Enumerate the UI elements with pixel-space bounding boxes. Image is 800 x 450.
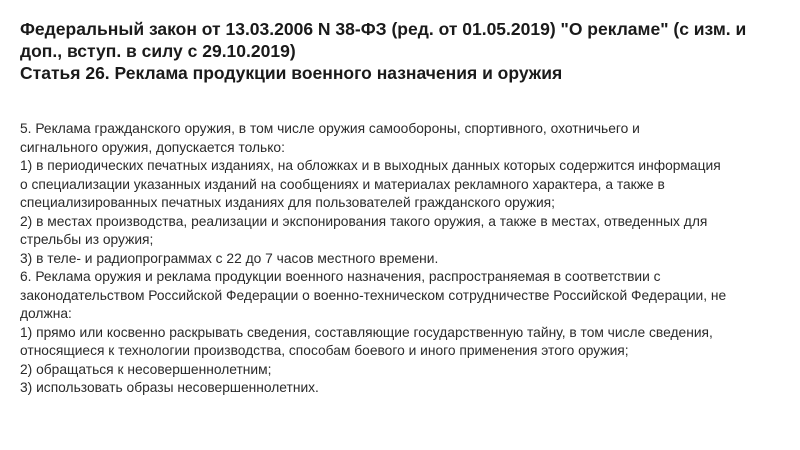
paragraph-line: 3) использовать образы несовершеннолетних. bbox=[20, 380, 319, 395]
title-line: доп., вступ. в силу с 29.10.2019) bbox=[20, 41, 296, 61]
paragraph-line: 1) в периодических печатных изданиях, на обложках и в выходных данных которых содержится информация bbox=[20, 158, 721, 173]
paragraph-line: 2) обращаться к несовершеннолетним; bbox=[20, 361, 272, 377]
document-title bbox=[20, 18, 784, 84]
paragraph-line: сигнального оружия, допускается только: bbox=[20, 139, 285, 155]
paragraph-line: законодательством Российской Федерации о военно-техническом сотрудничестве Российской Федерации, не bbox=[20, 287, 727, 303]
paragraph-line: стрельбы из оружия; bbox=[20, 232, 154, 247]
paragraph-line: 1) прямо или косвенно раскрывать сведения, составляющие государственную тайну, в том числе сведения, bbox=[20, 324, 713, 340]
paragraph-line: 2) в местах производства, реализации и экспонирования такого оружия, а также в местах, отведенных для bbox=[20, 213, 708, 229]
paragraph-line: специализированных печатных изданиях для пользователей гражданского оружия; bbox=[20, 195, 555, 210]
article-title: Статья 26. Реклама продукции военного назначения и оружия bbox=[20, 63, 563, 83]
paragraph-line: 5. Реклама гражданского оружия, в том числе оружия самообороны, спортивного, охотничьего и bbox=[20, 121, 640, 136]
document-header bbox=[20, 18, 784, 84]
paragraph-line: о специализации указанных изданий на сообщениях и материалах рекламного характера, а также в bbox=[20, 176, 665, 192]
paragraph-line: 6. Реклама оружия и реклама продукции военного назначения, распространяемая в соответствии с bbox=[20, 269, 661, 284]
paragraph-line: должна: bbox=[20, 306, 72, 321]
document-body bbox=[20, 120, 784, 398]
paragraph-line: относящиеся к технологии производства, способам боевого и иного применения этого оружия; bbox=[20, 343, 629, 358]
paragraph-line: 3) в теле- и радиопрограммах с 22 до 7 часов местного времени. bbox=[20, 250, 439, 266]
title-line: Федеральный закон от 13.03.2006 N 38-ФЗ (ред. от 01.05.2019) "О рекламе" (с изм. и bbox=[20, 19, 747, 39]
